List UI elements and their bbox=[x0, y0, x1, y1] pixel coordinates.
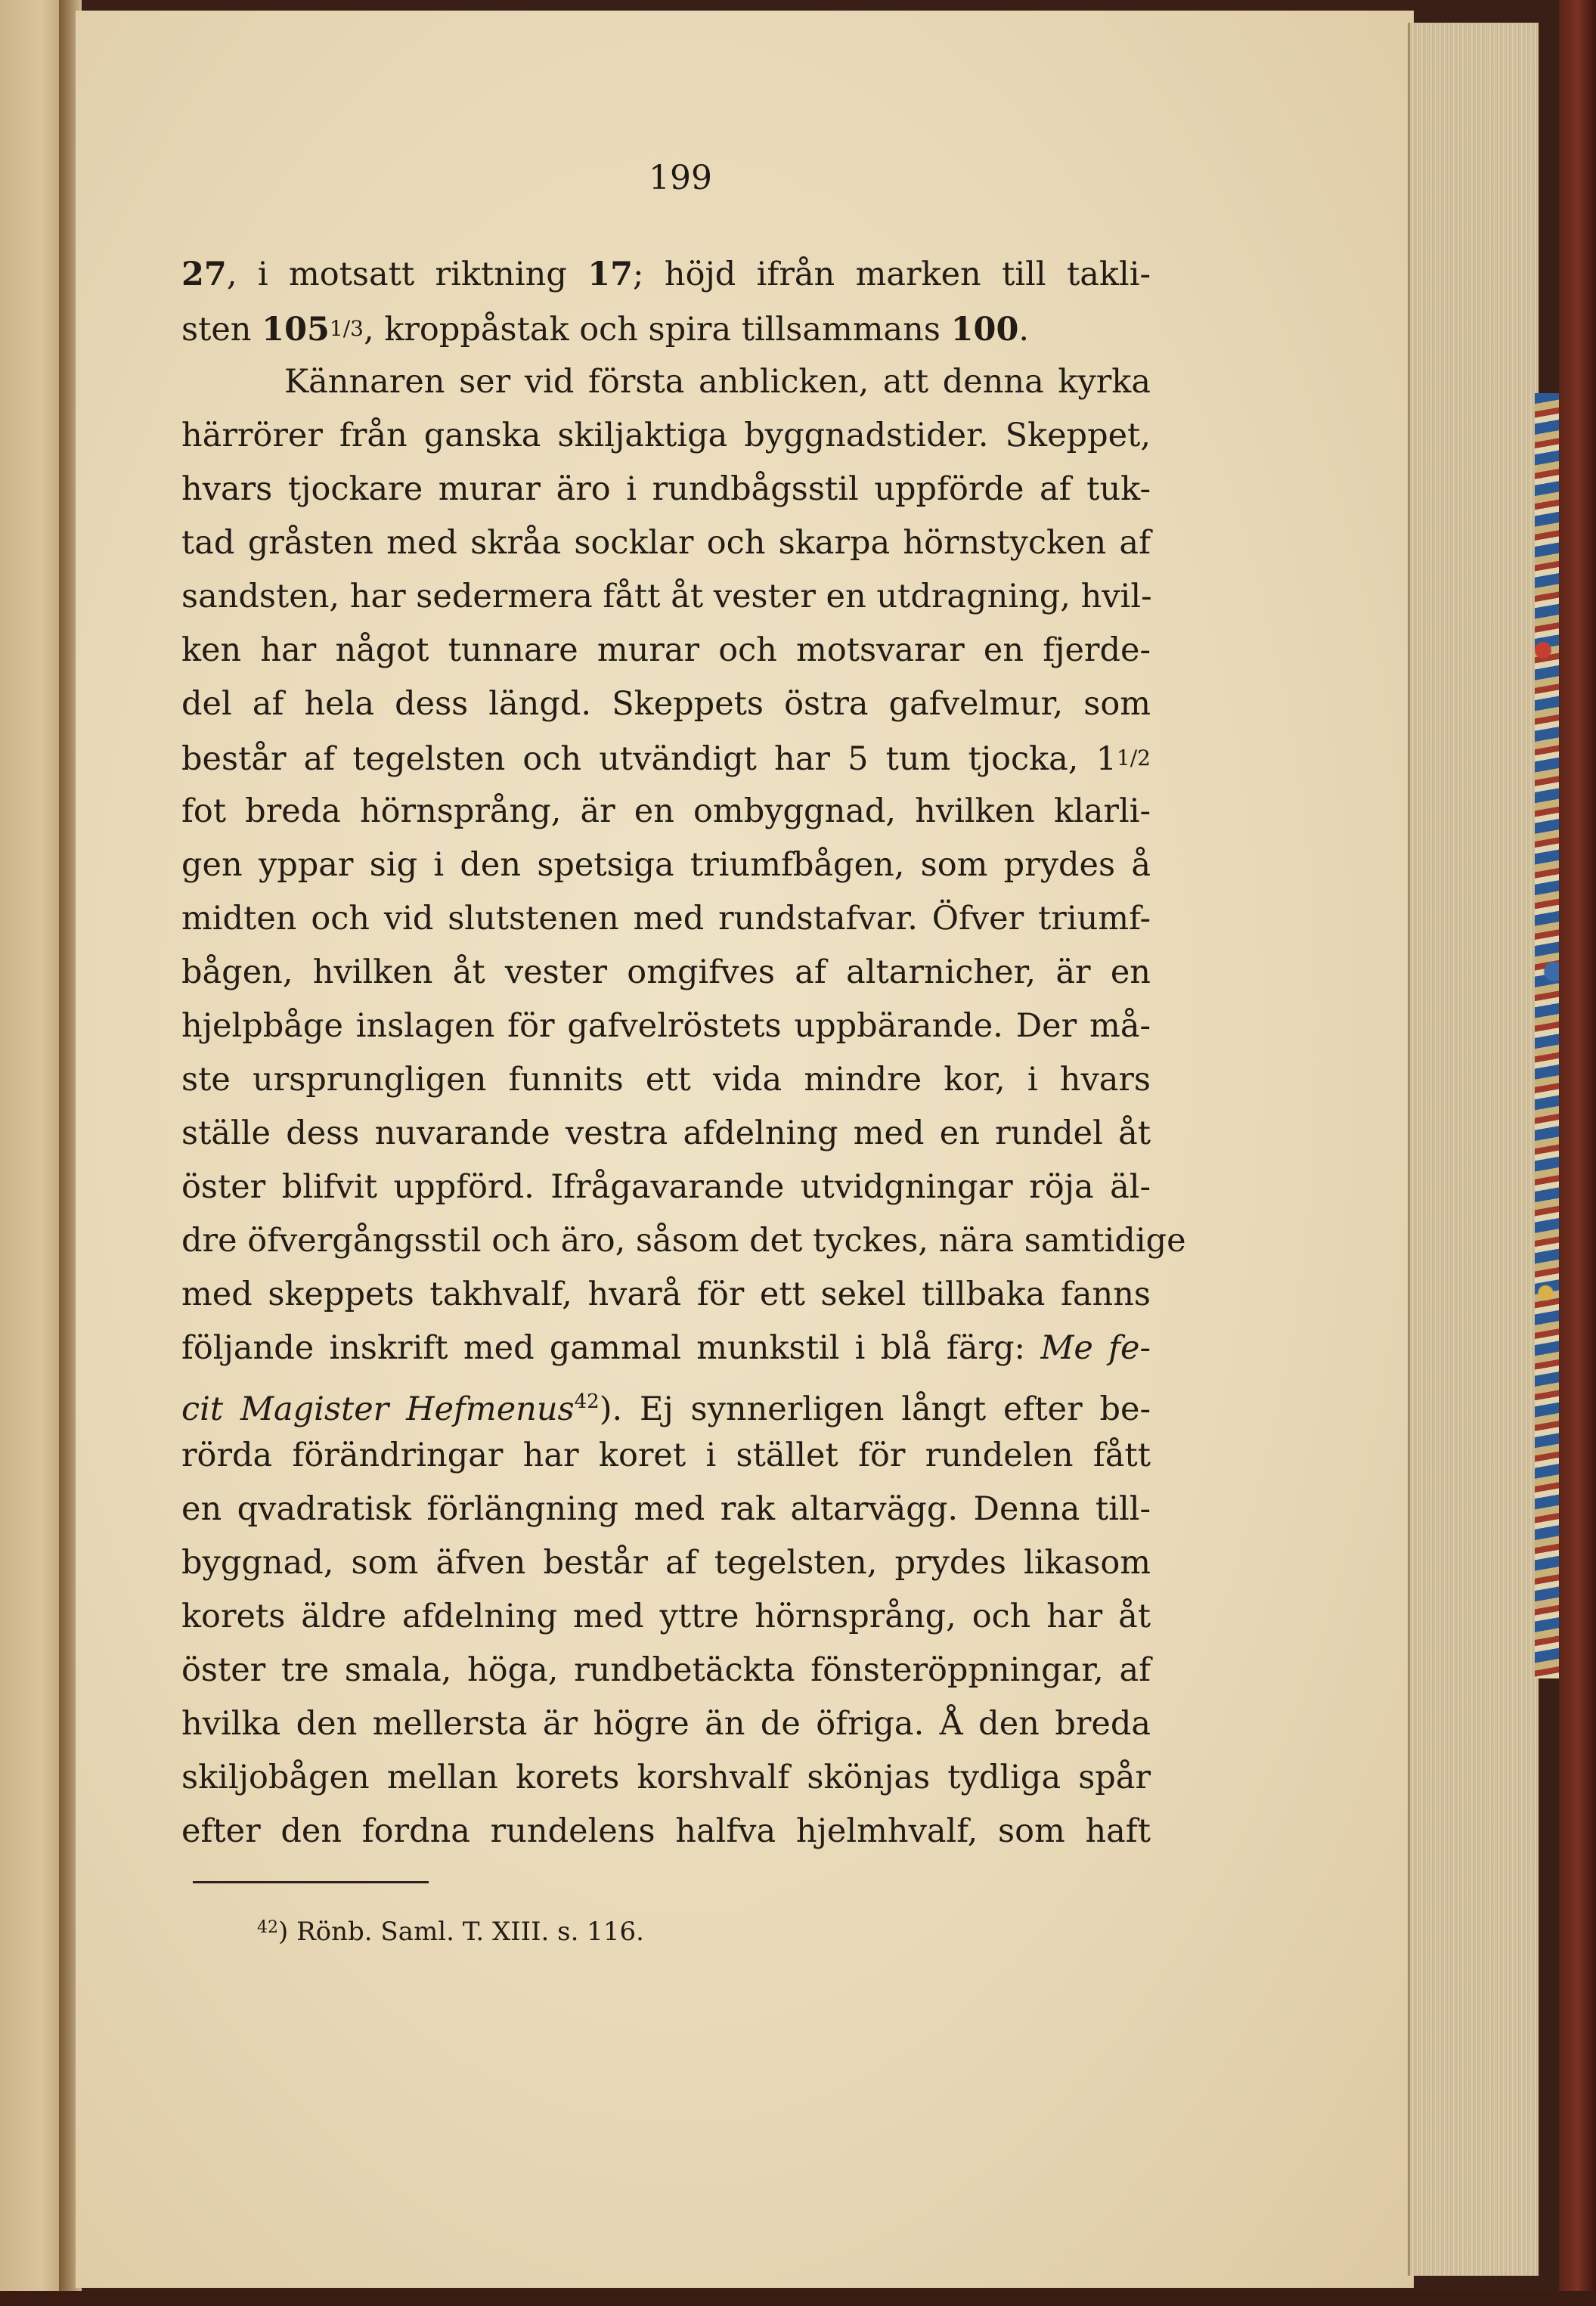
text-line-30: efter den fordna rundelens halfva hjelmhvalf, som haft bbox=[181, 1812, 1151, 1850]
text-line-3: Kännaren ser vid första anblicken, att denna kyrka bbox=[284, 363, 1151, 401]
text-line-14: bågen, hvilken åt vester omgifves af altarnicher, är en bbox=[181, 953, 1151, 991]
text-line-11: fot breda hörnsprång, är en ombyggnad, hvilken klarli- bbox=[181, 792, 1151, 830]
text-line-28: hvilka den mellersta är högre än de öfriga. Å den breda bbox=[181, 1705, 1151, 1743]
measure-value: 100 bbox=[950, 311, 1019, 349]
text-line-9: del af hela dess längd. Skeppets östra gafvelmur, som bbox=[181, 685, 1151, 723]
page-edges bbox=[1408, 23, 1539, 2276]
text-line-12: gen yppar sig i den spetsiga triumfbågen, som prydes å bbox=[181, 846, 1151, 884]
text-line-1 bbox=[181, 248, 1151, 302]
text-line-4: härrörer från ganska skiljaktiga byggnadstider. Skeppet, bbox=[181, 417, 1151, 454]
text-line-18: öster blifvit uppförd. Ifrågavarande utvidgningar röja äl- bbox=[181, 1168, 1151, 1206]
footnote-text: ) Rönb. Saml. T. XIII. s. 116. bbox=[278, 1917, 644, 1947]
text-line-27: öster tre smala, höga, rundbetäckta fönsteröppningar, af bbox=[181, 1651, 1151, 1689]
text-line-23: rörda förändringar har koret i stället för rundelen fått bbox=[181, 1437, 1151, 1474]
text-line-21 bbox=[181, 1322, 1151, 1375]
text-span: . bbox=[1018, 311, 1030, 349]
text-line-2 bbox=[181, 302, 1151, 355]
text-span: följande inskrift med gammal munkstil i blå färg: bbox=[181, 1329, 1041, 1367]
text-span: ). Ej synnerligen långt efter be- bbox=[599, 1390, 1151, 1428]
fraction: 1/2 bbox=[1116, 745, 1151, 770]
text-line-17: ställe dess nuvarande vestra afdelning med en rundel åt bbox=[181, 1114, 1151, 1152]
footnote-rule bbox=[193, 1881, 429, 1883]
book-bottom bbox=[0, 2291, 1596, 2306]
text-span: sten bbox=[181, 311, 262, 349]
measure-value: 27 bbox=[181, 256, 227, 293]
fraction: 1/3 bbox=[329, 316, 364, 341]
text-span: består af tegelsten och utvändigt har 5 tum tjocka, 1 bbox=[181, 740, 1117, 778]
measure-value: 17 bbox=[587, 256, 634, 293]
marbled-edge bbox=[1535, 393, 1562, 1678]
text-line-26: korets äldre afdelning med yttre hörnsprång, och har åt bbox=[181, 1598, 1151, 1635]
text-line-6: tad gråsten med skråa socklar och skarpa hörnstycken af bbox=[181, 524, 1151, 562]
text-line-7: sandsten, har sedermera fått åt vester en utdragning, hvil- bbox=[181, 578, 1152, 615]
text-line-25: byggnad, som äfven består af tegelsten, prydes likasom bbox=[181, 1544, 1151, 1582]
text-line-8: ken har något tunnare murar och motsvarar en fjerde- bbox=[181, 631, 1151, 669]
text-line-16: ste ursprungligen funnits ett vida mindre kor, i hvars bbox=[181, 1061, 1151, 1099]
text-line-5: hvars tjockare murar äro i rundbågsstil uppförde af tuk- bbox=[181, 470, 1151, 508]
body-text bbox=[181, 248, 1186, 1858]
footnote-reference: 42 bbox=[574, 1390, 600, 1413]
footnote-mark: 42 bbox=[257, 1918, 278, 1937]
text-line-29: skiljobågen mellan korets korshvalf skönjas tydliga spår bbox=[181, 1759, 1151, 1796]
text-line-13: midten och vid slutstenen med rundstafvar. Öfver triumf- bbox=[181, 900, 1151, 938]
inscription-text: cit Magister Hefmenus bbox=[181, 1390, 575, 1428]
book-cover bbox=[1559, 0, 1596, 2306]
inscription-text: Me fe- bbox=[1040, 1329, 1151, 1367]
text-line-10 bbox=[181, 731, 1151, 785]
text-line-22 bbox=[181, 1375, 1151, 1429]
text-line-15: hjelpbåge inslagen för gafvelröstets uppbärande. Der må- bbox=[181, 1007, 1151, 1045]
text-span: ; höjd ifrån marken till takli- bbox=[633, 256, 1151, 293]
text-span: , kroppåstak och spira tillsammans bbox=[363, 311, 951, 349]
text-line-19: dre öfvergångsstil och äro, såsom det tyckes, nära samtidige bbox=[181, 1222, 1186, 1260]
text-span: , i motsatt riktning bbox=[226, 256, 588, 293]
measure-value: 105 bbox=[262, 311, 330, 349]
text-line-20: med skeppets takhvalf, hvarå för ett sekel tillbaka fanns bbox=[181, 1275, 1151, 1313]
text-line-24: en qvadratisk förlängning med rak altarvägg. Denna till- bbox=[181, 1490, 1151, 1528]
page-number: 199 bbox=[649, 159, 712, 197]
footnote bbox=[257, 1917, 644, 1947]
